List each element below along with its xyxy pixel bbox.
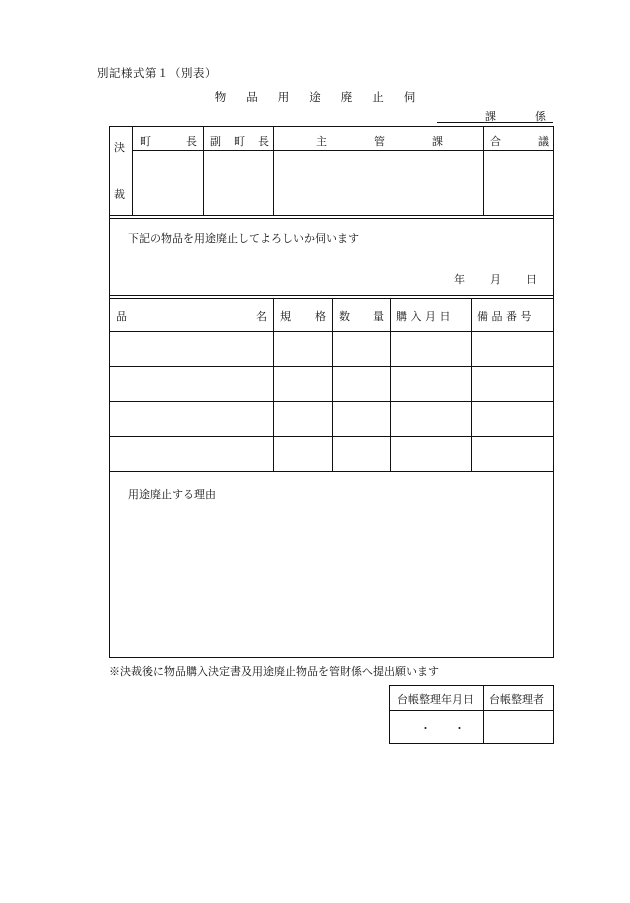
fukucho-label-1: 副	[210, 135, 221, 148]
footer-note: ※決裁後に物品購入決定書及用途廃止物品を管財係へ提出願います	[109, 665, 439, 678]
reason-label: 用途廃止する理由	[128, 488, 216, 501]
shukan-label-3: 課	[432, 135, 443, 148]
table-row	[110, 366, 553, 367]
form-id: 別記様式第１（別表）	[97, 66, 217, 80]
cho-label-1: 町	[140, 135, 151, 148]
table-row	[110, 436, 553, 437]
dept-kakari-label: 係	[535, 110, 546, 123]
date-day-label: 日	[526, 273, 537, 286]
main-form	[109, 126, 554, 658]
gougi-label-1: 合	[490, 135, 501, 148]
spec-header-1: 規	[280, 310, 291, 323]
gougi-label-2: 議	[538, 135, 549, 148]
cho-label-2: 長	[186, 135, 197, 148]
date-month-label: 月	[490, 273, 501, 286]
spec-header-2: 格	[315, 310, 326, 323]
ledger-date-header: 台帳整理年月日	[397, 693, 474, 706]
item-name-header-2: 名	[256, 310, 267, 323]
ledger-table	[389, 685, 554, 744]
table-row	[110, 331, 553, 332]
kessai-label-1: 決	[114, 141, 125, 154]
qty-header-1: 数	[339, 310, 350, 323]
ledger-date-dot-2: ・	[454, 722, 465, 735]
table-row	[110, 401, 553, 402]
dept-ka-label: 課	[485, 110, 496, 123]
kessai-label-2: 裁	[114, 188, 125, 201]
ledger-date-dot-1: ・	[420, 722, 431, 735]
page-title: 物品用途廃止伺	[214, 90, 436, 104]
ledger-person-header: 台帳整理者	[489, 693, 544, 706]
shukan-label-1: 主	[316, 135, 327, 148]
approval-divider	[110, 215, 553, 219]
department-field	[437, 104, 553, 123]
purchase-date-header: 購 入 月 日	[396, 310, 451, 323]
table-row	[110, 471, 553, 472]
shukan-label-2: 管	[374, 135, 385, 148]
fukucho-label-3: 長	[258, 135, 269, 148]
qty-header-2: 量	[373, 310, 384, 323]
equipment-number-header: 備 品 番 号	[477, 310, 532, 323]
fukucho-label-2: 町	[234, 135, 245, 148]
date-year-label: 年	[454, 273, 465, 286]
request-text: 下記の物品を用途廃止してよろしいか伺います	[128, 232, 359, 245]
item-name-header-1: 品	[116, 310, 127, 323]
